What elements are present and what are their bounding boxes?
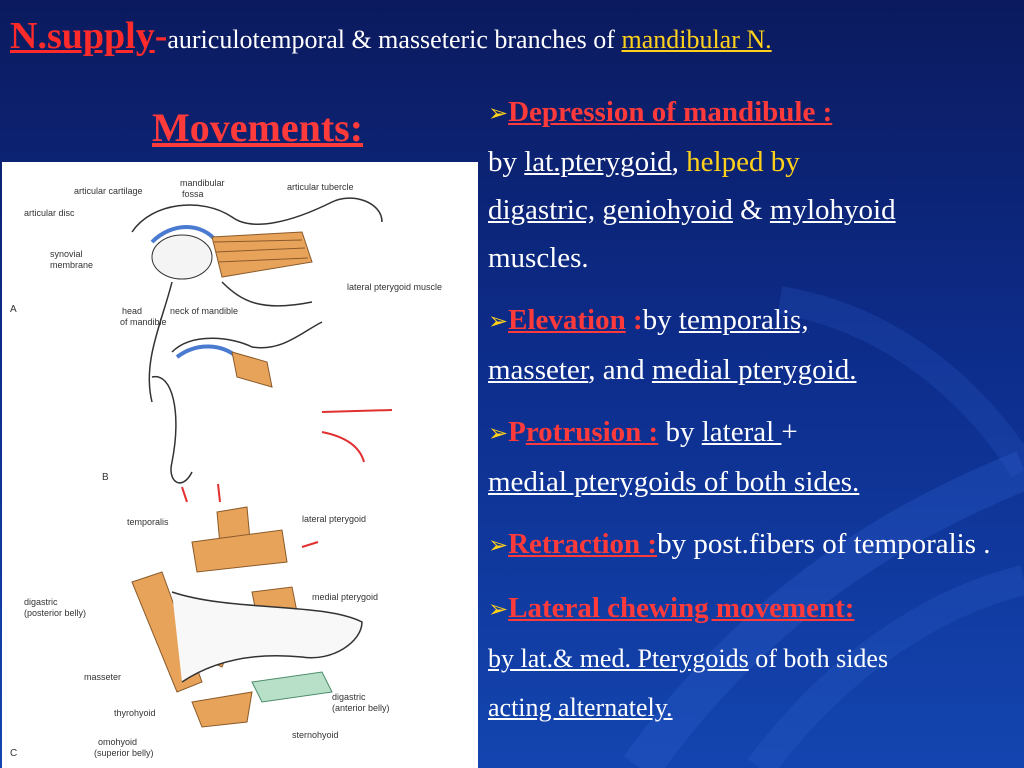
label-anterior-belly: (anterior belly) [332,703,390,713]
protrusion-initial: P [508,416,526,448]
depression-heading: Depression of mandibule : [508,96,833,128]
label-omohyoid: omohyoid [98,737,138,747]
title-dash: - [154,15,168,57]
label-digastric-posterior: digastric [24,597,58,607]
label-neck-of-mandible: neck of mandible [170,306,239,316]
muscle-link-medial-pterygoids[interactable]: medial pterygoids of both sides. [488,466,860,498]
label-temporalis: temporalis [127,517,169,527]
label-digastric-anterior: digastric [332,692,366,702]
retraction-heading: Retraction : [508,528,658,560]
depression-amp: & [732,194,770,226]
muscle-link-lat-pterygoid[interactable]: lat.pterygoid [524,146,672,178]
arrow-bullet-icon: ➢ [488,101,509,127]
lateral-rest: of both sides [748,644,889,673]
muscle-link-digastric[interactable]: digastric, [488,194,596,226]
acting-alternately: acting alternately. [488,693,673,722]
list-item-elevation [488,296,1018,394]
depression-end: muscles. [488,242,589,274]
depression-by: by [488,146,525,178]
label-of-mandible: of mandible [120,317,167,327]
label-superior-belly: (superior belly) [94,748,154,758]
arrow-bullet-icon: ➢ [488,421,509,447]
panel-c-label: C [10,748,18,759]
slide-title [10,14,772,58]
title-lead: N.supply [10,15,155,57]
label-articular-tubercle: articular tubercle [287,182,354,192]
label-mandibular: mandibular [180,178,225,188]
elevation-by: by [642,304,679,336]
muscle-link-masseter[interactable]: masseter [488,354,589,386]
list-item-depression [488,88,1018,282]
label-masseter: masseter [84,672,122,682]
label-fossa: fossa [182,189,204,199]
tmj-anatomy-figure [2,162,478,768]
list-item-lateral-chewing [488,584,1018,732]
label-membrane: membrane [50,260,94,270]
label-articular-disc: articular disc [24,208,75,218]
label-lateral-pterygoid-muscle: lateral pterygoid muscle [347,282,443,292]
depression-comma: , [671,146,679,178]
protrusion-plus: + [781,416,798,448]
title-text: auriculotemporal & masseteric branches of [167,25,622,54]
anatomy-illustration [2,162,478,768]
elevation-and: , and [588,354,652,386]
elevation-colon: : [625,304,643,336]
retraction-text: by post.fibers of temporalis . [657,528,991,560]
label-head: head [122,306,143,316]
list-item-retraction [488,520,1018,570]
panel-a-label: A [10,304,17,315]
protrusion-by: by [658,416,702,448]
list-item-protrusion [488,408,1018,506]
label-articular-cartilage: articular cartilage [74,186,143,196]
muscle-link-mylohyoid[interactable]: mylohyoid [769,194,896,226]
arrow-bullet-icon: ➢ [488,533,509,559]
muscle-link-temporalis[interactable]: temporalis, [678,304,809,336]
elevation-heading: Elevation [508,304,626,336]
label-medial-pterygoid: medial pterygoid [312,592,379,602]
arrow-bullet-icon: ➢ [488,309,509,335]
label-sternohyoid: sternohyoid [292,730,339,740]
arrow-bullet-icon: ➢ [488,597,509,623]
panel-b-label: B [102,472,109,483]
lateral-chewing-heading: Lateral chewing movement: [508,592,855,624]
movements-heading: Movements: [152,105,364,150]
movements-list [488,88,1018,746]
label-synovial: synovial [50,249,83,259]
label-lateral-pterygoid: lateral pterygoid [302,514,367,524]
protrusion-heading: rotrusion : [525,416,659,448]
muscle-link-geniohyoid[interactable]: geniohyoid [602,194,733,226]
depression-helped-by: helped by [678,146,800,178]
label-thyrohyoid: thyrohyoid [114,708,156,718]
muscle-link-lat-med-pterygoids[interactable]: by lat.& med. Pterygoids [488,644,749,673]
muscle-link-lateral[interactable]: lateral [701,416,782,448]
muscle-link-medial-pterygoid[interactable]: medial pterygoid. [651,354,857,386]
label-posterior-belly: (posterior belly) [24,608,87,618]
title-nerve-link[interactable]: mandibular N. [621,25,772,54]
